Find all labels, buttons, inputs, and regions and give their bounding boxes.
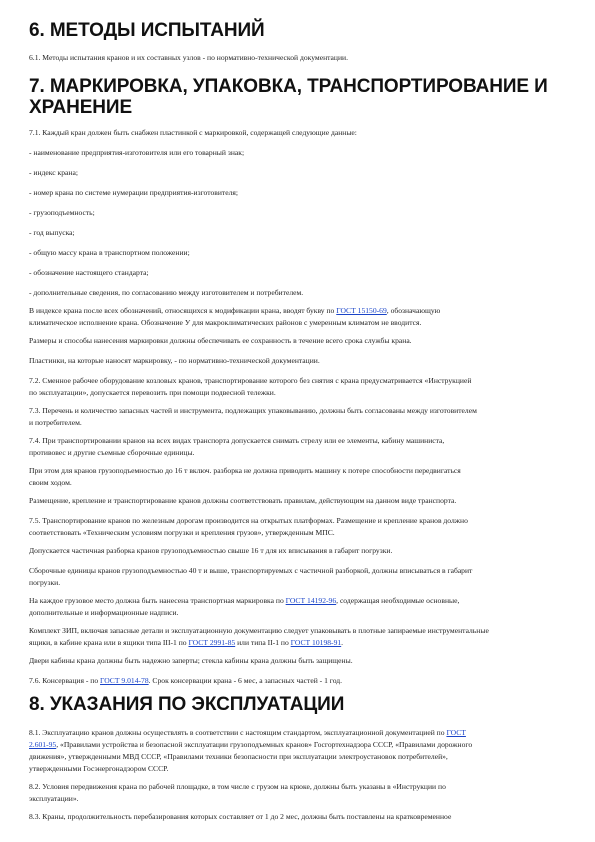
paragraph-7-1: 7.1. Каждый кран должен быть снабжен пластинкой с маркировкой, содержащей следующие данные: bbox=[29, 128, 357, 137]
paragraph-assembly-units-line2: погрузки. bbox=[29, 578, 61, 587]
paragraph-placement: Размещение, крепление и транспортирование кранов должны соответствовать правилам, действующим на данном виде транспорта. bbox=[29, 496, 457, 505]
list-item: - год выпуска; bbox=[29, 228, 75, 237]
list-item: - номер крана по системе нумерации предприятия-изготовителя; bbox=[29, 188, 238, 197]
paragraph-transport-marking-cont: дополнительные и информационные надписи. bbox=[29, 608, 179, 617]
paragraph-disassembly-line1: При этом для кранов грузоподъемностью до 16 т включ. разборка не должна приводить машину к потере способности передвигаться bbox=[29, 466, 461, 475]
gost-2-601-link-cont[interactable]: 2.601-95 bbox=[29, 740, 57, 749]
paragraph-spare-parts-line2: ящики, в кабине крана или в ящики типа III-1 по ГОСТ 2991-85 или типа II-1 по ГОСТ 10198-91. bbox=[29, 638, 344, 647]
list-item: - обозначение настоящего стандарта; bbox=[29, 268, 149, 277]
section-6-heading: 6. МЕТОДЫ ИСПЫТАНИЙ bbox=[29, 20, 265, 41]
paragraph-cabin-doors: Двери кабины крана должны быть надежно заперты; стекла кабины крана должны быть защищены. bbox=[29, 656, 353, 665]
paragraph-8-1-line4: утвержденными Госэнергонадзором СССР. bbox=[29, 764, 169, 773]
paragraph-8-2-line2: эксплуатации». bbox=[29, 794, 79, 803]
gost-2991-link[interactable]: ГОСТ 2991-85 bbox=[188, 638, 236, 647]
paragraph-marking-size: Размеры и способы нанесения маркировки должны обеспечивать ее сохранность в течение всего срока службы крана. bbox=[29, 336, 412, 345]
paragraph-climate-index-cont: климатическое исполнение крана. Обозначение У для макроклиматических районов с умеренным климатом не вводится. bbox=[29, 318, 422, 327]
paragraph-8-2-line1: 8.2. Условия передвижения крана по рабочей площадке, в том числе с грузом на крюке, должны быть указаны в «Инструкции по bbox=[29, 782, 446, 791]
paragraph-8-1-line1: 8.1. Эксплуатацию кранов должны осуществлять в соответствии с настоящим стандартом, эксплуатационной документацией по ГОСТ bbox=[29, 728, 466, 737]
paragraph-7-6: 7.6. Консервация - по ГОСТ 9.014-78. Срок консервации крана - 6 мес, а запасных частей - 1 год. bbox=[29, 676, 343, 685]
paragraph-assembly-units-line1: Сборочные единицы кранов грузоподъемностью 40 т и выше, транспортируемых с частичной разборкой, должны вписываться в габарит bbox=[29, 566, 473, 575]
paragraph-7-3-line1: 7.3. Перечень и количество запасных частей и инструмента, подлежащих упаковыванию, должны быть согласованы между изготовителем bbox=[29, 406, 477, 415]
paragraph-8-1-line3: движения», утвержденными МВД СССР, «Правилами техники безопасности при эксплуатации электроустановок потребителей», bbox=[29, 752, 448, 761]
list-item: - общую массу крана в транспортном положении; bbox=[29, 248, 190, 257]
paragraph-6-1: 6.1. Методы испытания кранов и их составных узлов - по нормативно-технической документации. bbox=[29, 53, 349, 62]
list-item: - наименование предприятия-изготовителя или его товарный знак; bbox=[29, 148, 245, 157]
paragraph-transport-marking: На каждое грузовое место должна быть нанесена транспортная маркировка по ГОСТ 14192-96, содержащая необходимые основные, bbox=[29, 596, 460, 605]
paragraph-7-2-line1: 7.2. Сменное рабочее оборудование козловых кранов, транспортирование которого без снятия с крана предусматривается «Инструкцией bbox=[29, 376, 472, 385]
gost-10198-link[interactable]: ГОСТ 10198-91 bbox=[290, 638, 342, 647]
paragraph-8-1-line2: 2.601-95, «Правилами устройства и безопасной эксплуатации грузоподъемных кранов» Госгортехнадзора СССР, «Правилами дорожного bbox=[29, 740, 473, 749]
gost-15150-link[interactable]: ГОСТ 15150-69 bbox=[336, 306, 387, 315]
paragraph-marking-plates: Пластинки, на которые наносят маркировку, - по нормативно-технической документации. bbox=[29, 356, 320, 365]
paragraph-7-5-line1: 7.5. Транспортирование кранов по железным дорогам производится на открытых платформах. Размещение и крепление кранов должно bbox=[29, 516, 468, 525]
paragraph-disassembly-line2: своим ходом. bbox=[29, 478, 72, 487]
paragraph-partial-disassembly: Допускается частичная разборка кранов грузоподъемностью свыше 16 т для их вписывания в габарит погрузки. bbox=[29, 546, 393, 555]
gost-14192-link[interactable]: ГОСТ 14192-96 bbox=[285, 596, 337, 605]
section-8-heading: 8. УКАЗАНИЯ ПО ЭКСПЛУАТАЦИИ bbox=[29, 694, 345, 715]
list-item: - дополнительные сведения, по согласованию между изготовителем и потребителем. bbox=[29, 288, 304, 297]
paragraph-spare-parts-line1: Комплект ЗИП, включая запасные детали и эксплуатационную документацию следует упаковывать в плотные запираемые инструментальные bbox=[29, 626, 489, 635]
paragraph-7-3-line2: и потребителем. bbox=[29, 418, 82, 427]
gost-9-014-link[interactable]: ГОСТ 9.014-78 bbox=[100, 676, 149, 685]
paragraph-7-4-line2: противовес и другие съемные сборочные единицы. bbox=[29, 448, 195, 457]
paragraph-7-5-line2: соответствовать «Техническим условиям погрузки и крепления грузов», утвержденным МПС. bbox=[29, 528, 335, 537]
gost-2-601-link[interactable]: ГОСТ bbox=[446, 728, 466, 737]
paragraph-climate-index: В индексе крана после всех обозначений, относящихся к модификации крана, вводят букву по ГОСТ 15150-69, обозначающую bbox=[29, 306, 441, 315]
paragraph-7-4-line1: 7.4. При транспортировании кранов на всех видах транспорта допускается снимать стрелу или ее элементы, кабину машиниста, bbox=[29, 436, 445, 445]
section-7-heading-line1: 7. МАРКИРОВКА, УПАКОВКА, ТРАНСПОРТИРОВАНИЕ И bbox=[29, 76, 548, 97]
list-item: - грузоподъемность; bbox=[29, 208, 95, 217]
section-7-heading-line2: ХРАНЕНИЕ bbox=[29, 97, 133, 118]
paragraph-8-3: 8.3. Краны, продолжительность перебазирования которых составляет от 1 до 2 мес, должны быть поставлены на кратковременное bbox=[29, 812, 452, 821]
list-item: - индекс крана; bbox=[29, 168, 78, 177]
paragraph-7-2-line2: по эксплуатации», допускается перевозить при помощи подвесной тележки. bbox=[29, 388, 276, 397]
